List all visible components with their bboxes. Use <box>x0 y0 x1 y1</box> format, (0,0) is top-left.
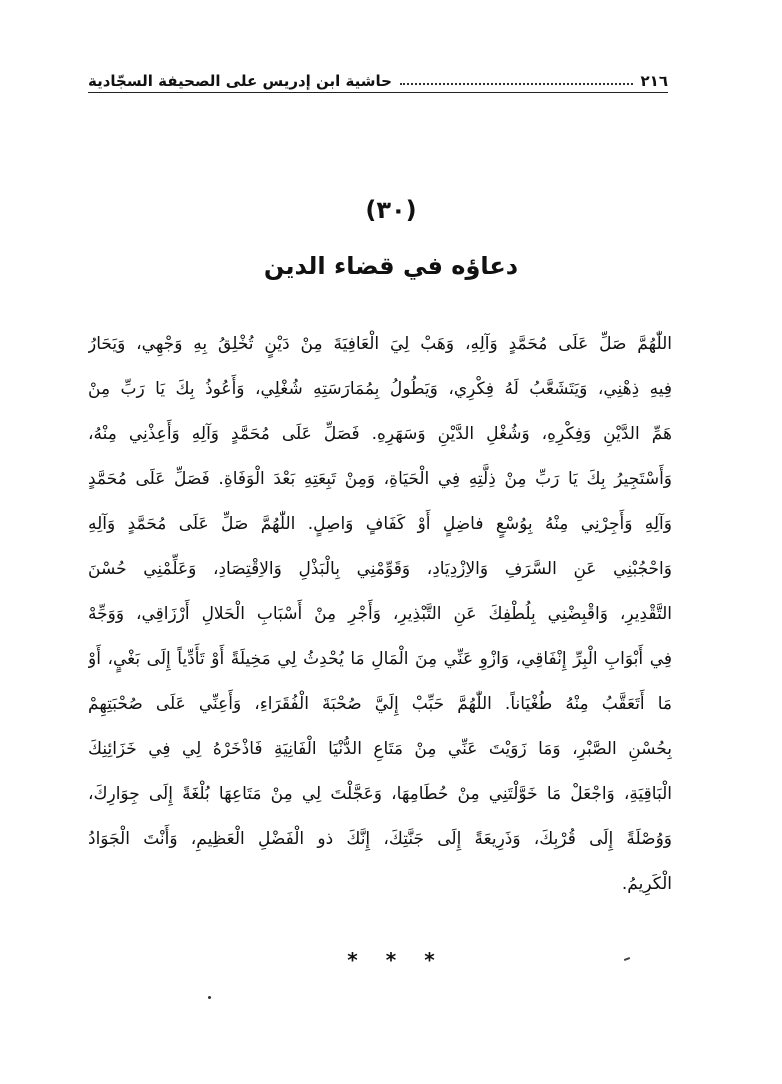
text-line: هَمِّ الدَّيْنِ وَفِكْرِهِ، وَشُغْلِ الدَّيْنِ وَسَهَرِهِ. فَصَلِّ عَلَى مُحَمَّدٍ وَآلِهِ وَأَعِذْنِي مِنْهُ، <box>88 424 672 444</box>
header-leader-dots <box>400 83 633 85</box>
text-line: اللّٰهُمَّ صَلِّ عَلَى مُحَمَّدٍ وَآلِهِ، وَهَبْ لِيَ الْعَافِيَةَ مِنْ دَيْنٍ تُخْلِقُ بِهِ وَجْهِي، وَيَحَارُ <box>88 334 672 354</box>
text-line: بِحُسْنِ الصَّبْرِ، وَمَا زَوَيْتَ عَنِّي مِنْ مَتَاعِ الدُّنْيَا الْفَانِيَةِ فَاذْخَرْهُ لِي فِي خَزَائِنِكَ <box>88 739 672 759</box>
section-title: دعاؤه في قضاء الدين <box>263 252 519 280</box>
running-title: حاشية ابن إدريس على الصحيفة السجّادية <box>88 72 392 90</box>
text-line: الْبَاقِيَةِ، وَاجْعَلْ مَا خَوَّلْتَنِي مِنْ حُطَامِهَا، وَعَجَّلْتَ لِي مِنْ مَتَاعِهَا بُلْغَةً إِلَى جِوَارِكَ، <box>88 784 672 804</box>
running-header <box>88 64 668 90</box>
stray-dot <box>208 996 211 999</box>
section-end-ornament <box>0 948 782 972</box>
page-number: ٢١٦ <box>640 72 668 90</box>
header-rule <box>88 92 668 93</box>
section-number: (٣٠) <box>365 196 417 224</box>
star-ornament: * <box>385 948 397 972</box>
text-line: وَوُصْلَةً إِلَى قُرْبِكَ، وَذَرِيعَةً إِلَى جَنَّتِكَ، إِنَّكَ ذو الْفَضْلِ الْعَظِيمِ، وَأَنْتَ الْجَوَادُ <box>88 829 672 849</box>
star-ornament: * <box>347 948 358 972</box>
text-line: وَآلِهِ وَأَجِرْنِي مِنْهُ بِوُسْعٍ فاضِلٍ أَوْ كَفَافٍ وَاصِلٍ. اللّٰهُمَّ صَلِّ عَلَى مُحَمَّدٍ وَآلِهِ <box>88 514 672 534</box>
text-line: وَأَسْتَجِيرُ بِكَ يَا رَبِّ مِنْ ذِلَّتِهِ فِي الْحَيَاةِ، وَمِنْ تَبِعَتِهِ بَعْدَ الْوَفَاةِ. فَصَلِّ عَلَى مُحَمَّدٍ <box>88 469 672 489</box>
text-line: فِي أَبْوَابِ الْبِرِّ إِنْفَاقِي، وَازْوِ عَنِّي مِنَ الْمَالِ مَا يُحْدِثُ لِي مَخِيلَةً أَوْ تَأَدِّياً إِلَى بَغْيٍ، أَوْ <box>88 649 672 669</box>
text-line: الْكَرِيمُ. <box>621 874 672 894</box>
text-line: فِيهِ ذِهْنِي، وَيَتَشَعَّبُ لَهُ فِكْرِي، وَيَطُولُ بِمُمَارَسَتِهِ شُغْلِي، وَأَعُوذُ بِكَ يَا رَبِّ مِنْ <box>88 379 672 399</box>
star-ornament: * <box>424 948 435 972</box>
text-line: مَا أَتَعَقَّبُ مِنْهُ طُغْيَاناً. اللّٰهُمَّ حَبِّبْ إِلَيَّ صُحْبَةَ الْفُقَرَاءِ، وَأَعِنِّي عَلَى صُحْبَتِهِمْ <box>88 694 672 714</box>
text-line: التَّقْدِيرِ، وَاقْبِضْنِي بِلُطْفِكَ عَنِ التَّبْذِيرِ، وَأَجْرِ مِنْ أَسْبَابِ الْحَلالِ أَرْزَاقِي، وَوَجِّهْ <box>88 604 672 624</box>
prayer-text <box>88 322 672 907</box>
text-line: وَاحْجُبْنِي عَنِ السَّرَفِ وَالاِزْدِيَادِ، وَقَوِّمْنِي بِالْبَذْلِ وَالاِقْتِصَادِ، وَعَلِّمْنِي حُسْنَ <box>88 559 672 579</box>
